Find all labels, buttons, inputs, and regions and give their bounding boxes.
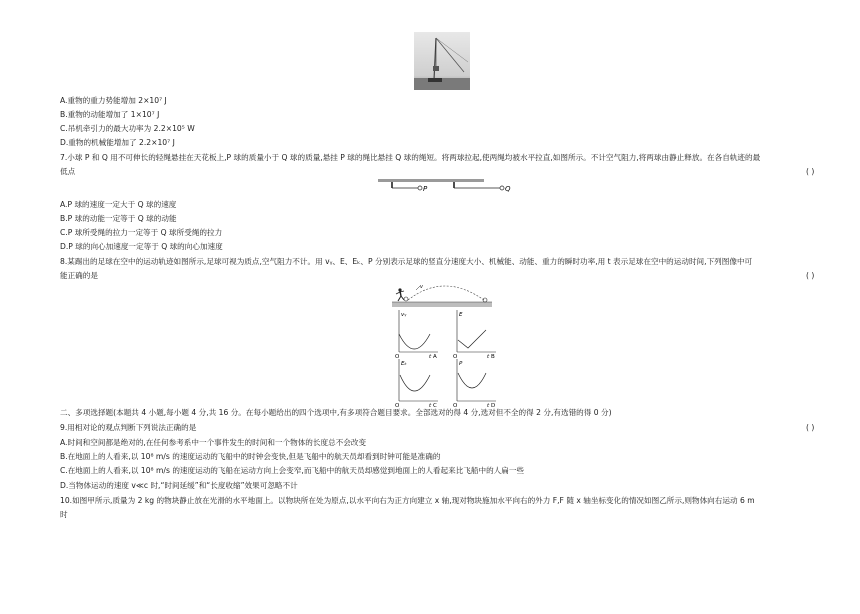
graph-a-x-label: t [429,354,432,358]
q9-option-a: A.时间和空间都是绝对的,在任何参考系中一个事件发生的时间和一个物体的长度总不会改变 [60,438,367,447]
graph-a-origin: O [395,354,400,358]
q7-stem-line1: 7.小球 P 和 Q 用不可伸长的轻绳悬挂在天花板上,P 球的质量小于 Q 球的质量,悬挂 P 球的绳比悬挂 Q 球的绳短。将两球拉起,使两绳均被水平拉直,如图所示。不计空气阻力,将两球由静止释放。在各自轨迹的最 [60,153,761,162]
crane-option-a: A.重物的重力势能增加 2×10⁷ J [60,96,167,105]
q7-option-a: A.P 球的速度一定大于 Q 球的速度 [60,200,177,209]
q9-option-b: B.在地面上的人看来,以 10⁸ m/s 的速度运动的飞船中的时钟会变快,但是飞船中的航天员却看到时钟可能是准确的 [60,452,441,461]
q8-trajectory-figure [392,280,492,310]
q7-label-q: Q [505,185,511,193]
q9-stem: 9.用相对论的观点判断下列说法正确的是 [60,423,197,432]
q10-stem-line2: 时 [60,510,68,519]
q7-option-b: B.P 球的动能一定等于 Q 球的动能 [60,214,177,223]
q7-option-d: D.P 球的向心加速度一定等于 Q 球的向心加速度 [60,242,223,251]
graph-d-y-label: P [459,361,463,367]
q8-label-v: v [420,284,423,290]
q8-graph-d [450,357,500,407]
graph-a-y-label: vᵧ [401,312,407,318]
q8-stem-line1: 8.某踢出的足球在空中的运动轨迹如图所示,足球可视为质点,空气阻力不计。用 vᵧ、E、Eₖ、P 分别表示足球的竖直分速度大小、机械能、动能、重力的瞬时功率,用 t 表示足球在空中的运动时间,下列图像中可 [60,257,753,266]
graph-c-origin: O [395,403,400,407]
graph-c-x-label: t [429,403,432,407]
q7-pendulum-figure [378,177,518,199]
q8-stem-line2: 能正确的是 [60,271,98,280]
crane-option-d: D.重物的机械能增加了 2.2×10⁷ J [60,138,175,147]
graph-d-x-label: t [487,403,490,407]
graph-c-y-label: Eₖ [401,361,407,367]
q8-graph-a [392,308,442,358]
q8-graph-b [450,308,500,358]
graph-a-tag: A [433,354,437,358]
q7-stem-line2: 低点 [60,167,76,176]
graph-b-tag: B [491,354,495,358]
q7-option-c: C.P 球所受绳的拉力一定等于 Q 球所受绳的拉力 [60,228,223,237]
graph-c-tag: C [433,403,437,407]
graph-b-origin: O [453,354,458,358]
graph-d-tag: D [491,403,496,407]
q9-option-d: D.当物体运动的速度 v≪c 时,“时间延缓”和“长度收缩”效果可忽略不计 [60,481,298,490]
graph-d-origin: O [453,403,458,407]
q9-option-c: C.在地面上的人看来,以 10⁸ m/s 的速度运动的飞船在运动方向上会变窄,而飞船中的航天员却感觉到地面上的人看起来比飞船中的人扁一些 [60,466,525,475]
q8-answer-bracket: ( ) [806,271,815,280]
graph-b-y-label: E [459,312,463,318]
q9-answer-bracket: ( ) [806,423,815,432]
q7-label-p: P [423,185,428,193]
q7-answer-bracket: ( ) [806,167,815,176]
graph-b-x-label: t [487,354,490,358]
crane-option-c: C.吊机牵引力的最大功率为 2.2×10⁵ W [60,124,195,133]
q8-graph-c [392,357,442,407]
crane-option-b: B.重物的动能增加了 1×10⁷ J [60,110,160,119]
q10-stem-line1: 10.如图甲所示,质量为 2 kg 的物块静止放在光滑的水平地面上。以物块所在处为原点,以水平向右为正方向建立 x 轴,现对物块施加水平向右的外力 F,F 随 x 轴坐标变化的情况如图乙所示,则物体向右运动 6 m [60,496,755,505]
section-2-heading: 二、多项选择题(本题共 4 小题,每小题 4 分,共 16 分。在每小题给出的四个选项中,有多项符合题目要求。全部选对的得 4 分,选对但不全的得 2 分,有选错的得 0 分) [60,408,612,417]
crane-photo [414,32,470,90]
